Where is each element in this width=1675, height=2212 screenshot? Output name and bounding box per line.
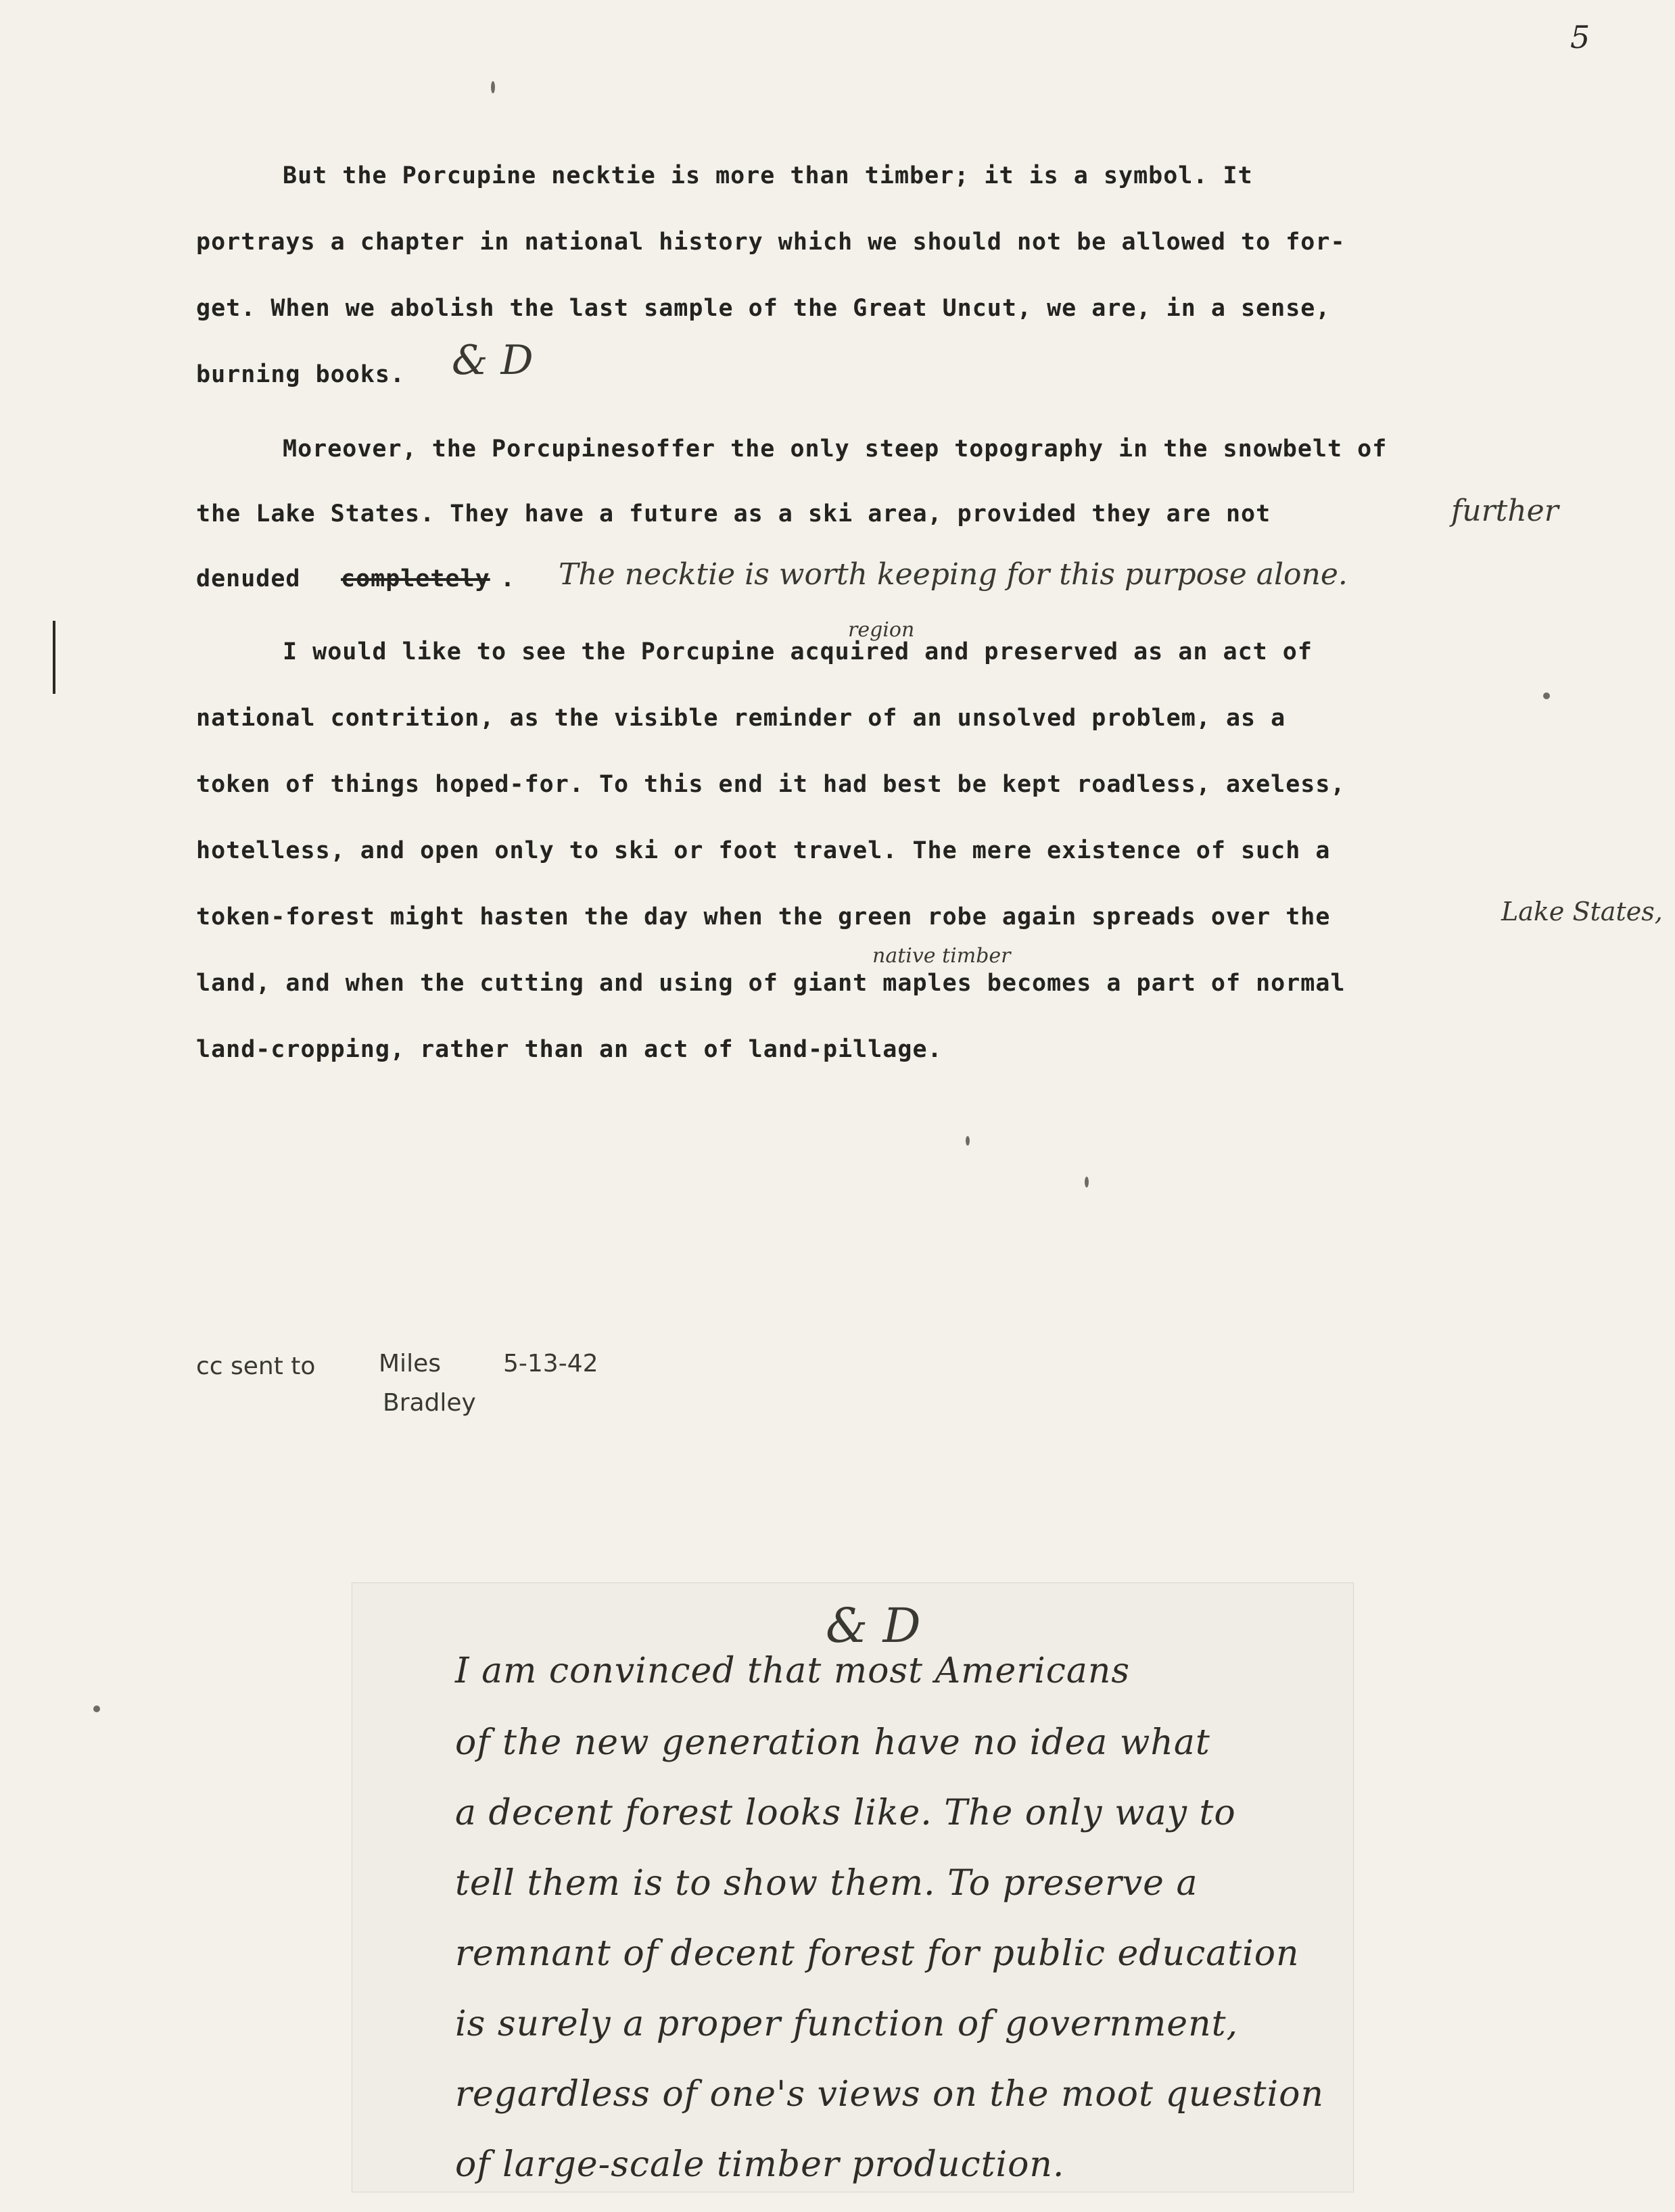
p3-line-2: national contrition, as the visible reminder of an unsolved problem, as a [196, 705, 1286, 732]
note-line-2: of the new generation have no idea what [455, 1722, 1210, 1763]
insert-mark-and-d: & D [452, 337, 534, 384]
cc-sent-to: cc sent to [196, 1352, 316, 1380]
speck [1543, 692, 1550, 699]
p1-line-2: portrays a chapter in national history which we should not be allowed to for- [196, 229, 1346, 256]
struck-completely: completely [341, 565, 490, 592]
note-line-4: tell them is to show them. To preserve a [455, 1863, 1198, 1904]
insert-region: region [848, 618, 915, 642]
p3-line-7: land-cropping, rather than an act of land-pillage. [196, 1036, 943, 1063]
speck [93, 1705, 100, 1712]
p2-line-2: the Lake States. They have a future as a ski area, provided they are not [196, 500, 1271, 527]
cc-name-miles: Miles [379, 1350, 441, 1378]
speck [491, 81, 495, 93]
p1-line-4: burning books. [196, 361, 406, 388]
p2-line-1: Moreover, the Porcupinesoffer the only steep topography in the snowbelt of [283, 436, 1388, 463]
p3-line-6: land, and when the cutting and using of giant maples becomes a part of normal [196, 970, 1346, 997]
speck [1085, 1177, 1089, 1187]
p1-line-3: get. When we abolish the last sample of the Great Uncut, we are, in a sense, [196, 295, 1331, 322]
speck [966, 1136, 970, 1146]
note-line-3: a decent forest looks like. The only way to [455, 1793, 1236, 1833]
page-number: 5 [1570, 19, 1590, 55]
insert-lake-states: Lake States, [1501, 897, 1663, 926]
p3-line-5: token-forest might hasten the day when the green robe again spreads over the [196, 903, 1331, 931]
note-heading: & D [826, 1598, 921, 1653]
p3-line-1: I would like to see the Porcupine acquired and preserved as an act of [283, 638, 1313, 665]
necktie-note: The necktie is worth keeping for this purpose alone. [559, 557, 1348, 592]
p2-period: . [500, 565, 516, 592]
handwritten-note-card [352, 1582, 1354, 2192]
insert-further: further [1451, 494, 1559, 528]
cc-date: 5-13-42 [503, 1350, 598, 1378]
note-line-6: is surely a proper function of government, [455, 2004, 1238, 2044]
margin-mark [53, 621, 55, 694]
note-line-8: of large-scale timber production. [455, 2144, 1065, 2185]
insert-native-timber: native timber [872, 944, 1011, 968]
p3-line-4: hotelless, and open only to ski or foot travel. The mere existence of such a [196, 837, 1331, 864]
note-line-1: I am convinced that most Americans [455, 1651, 1131, 1691]
note-line-5: remnant of decent forest for public education [455, 1933, 1300, 1974]
note-line-7: regardless of one's views on the moot question [455, 2074, 1324, 2115]
p3-line-3: token of things hoped-for. To this end it had best be kept roadless, axeless, [196, 771, 1346, 798]
cc-name-bradley: Bradley [383, 1389, 476, 1417]
p1-line-1: But the Porcupine necktie is more than timber; it is a symbol. It [283, 162, 1253, 189]
p2-line-3: denuded [196, 565, 301, 592]
